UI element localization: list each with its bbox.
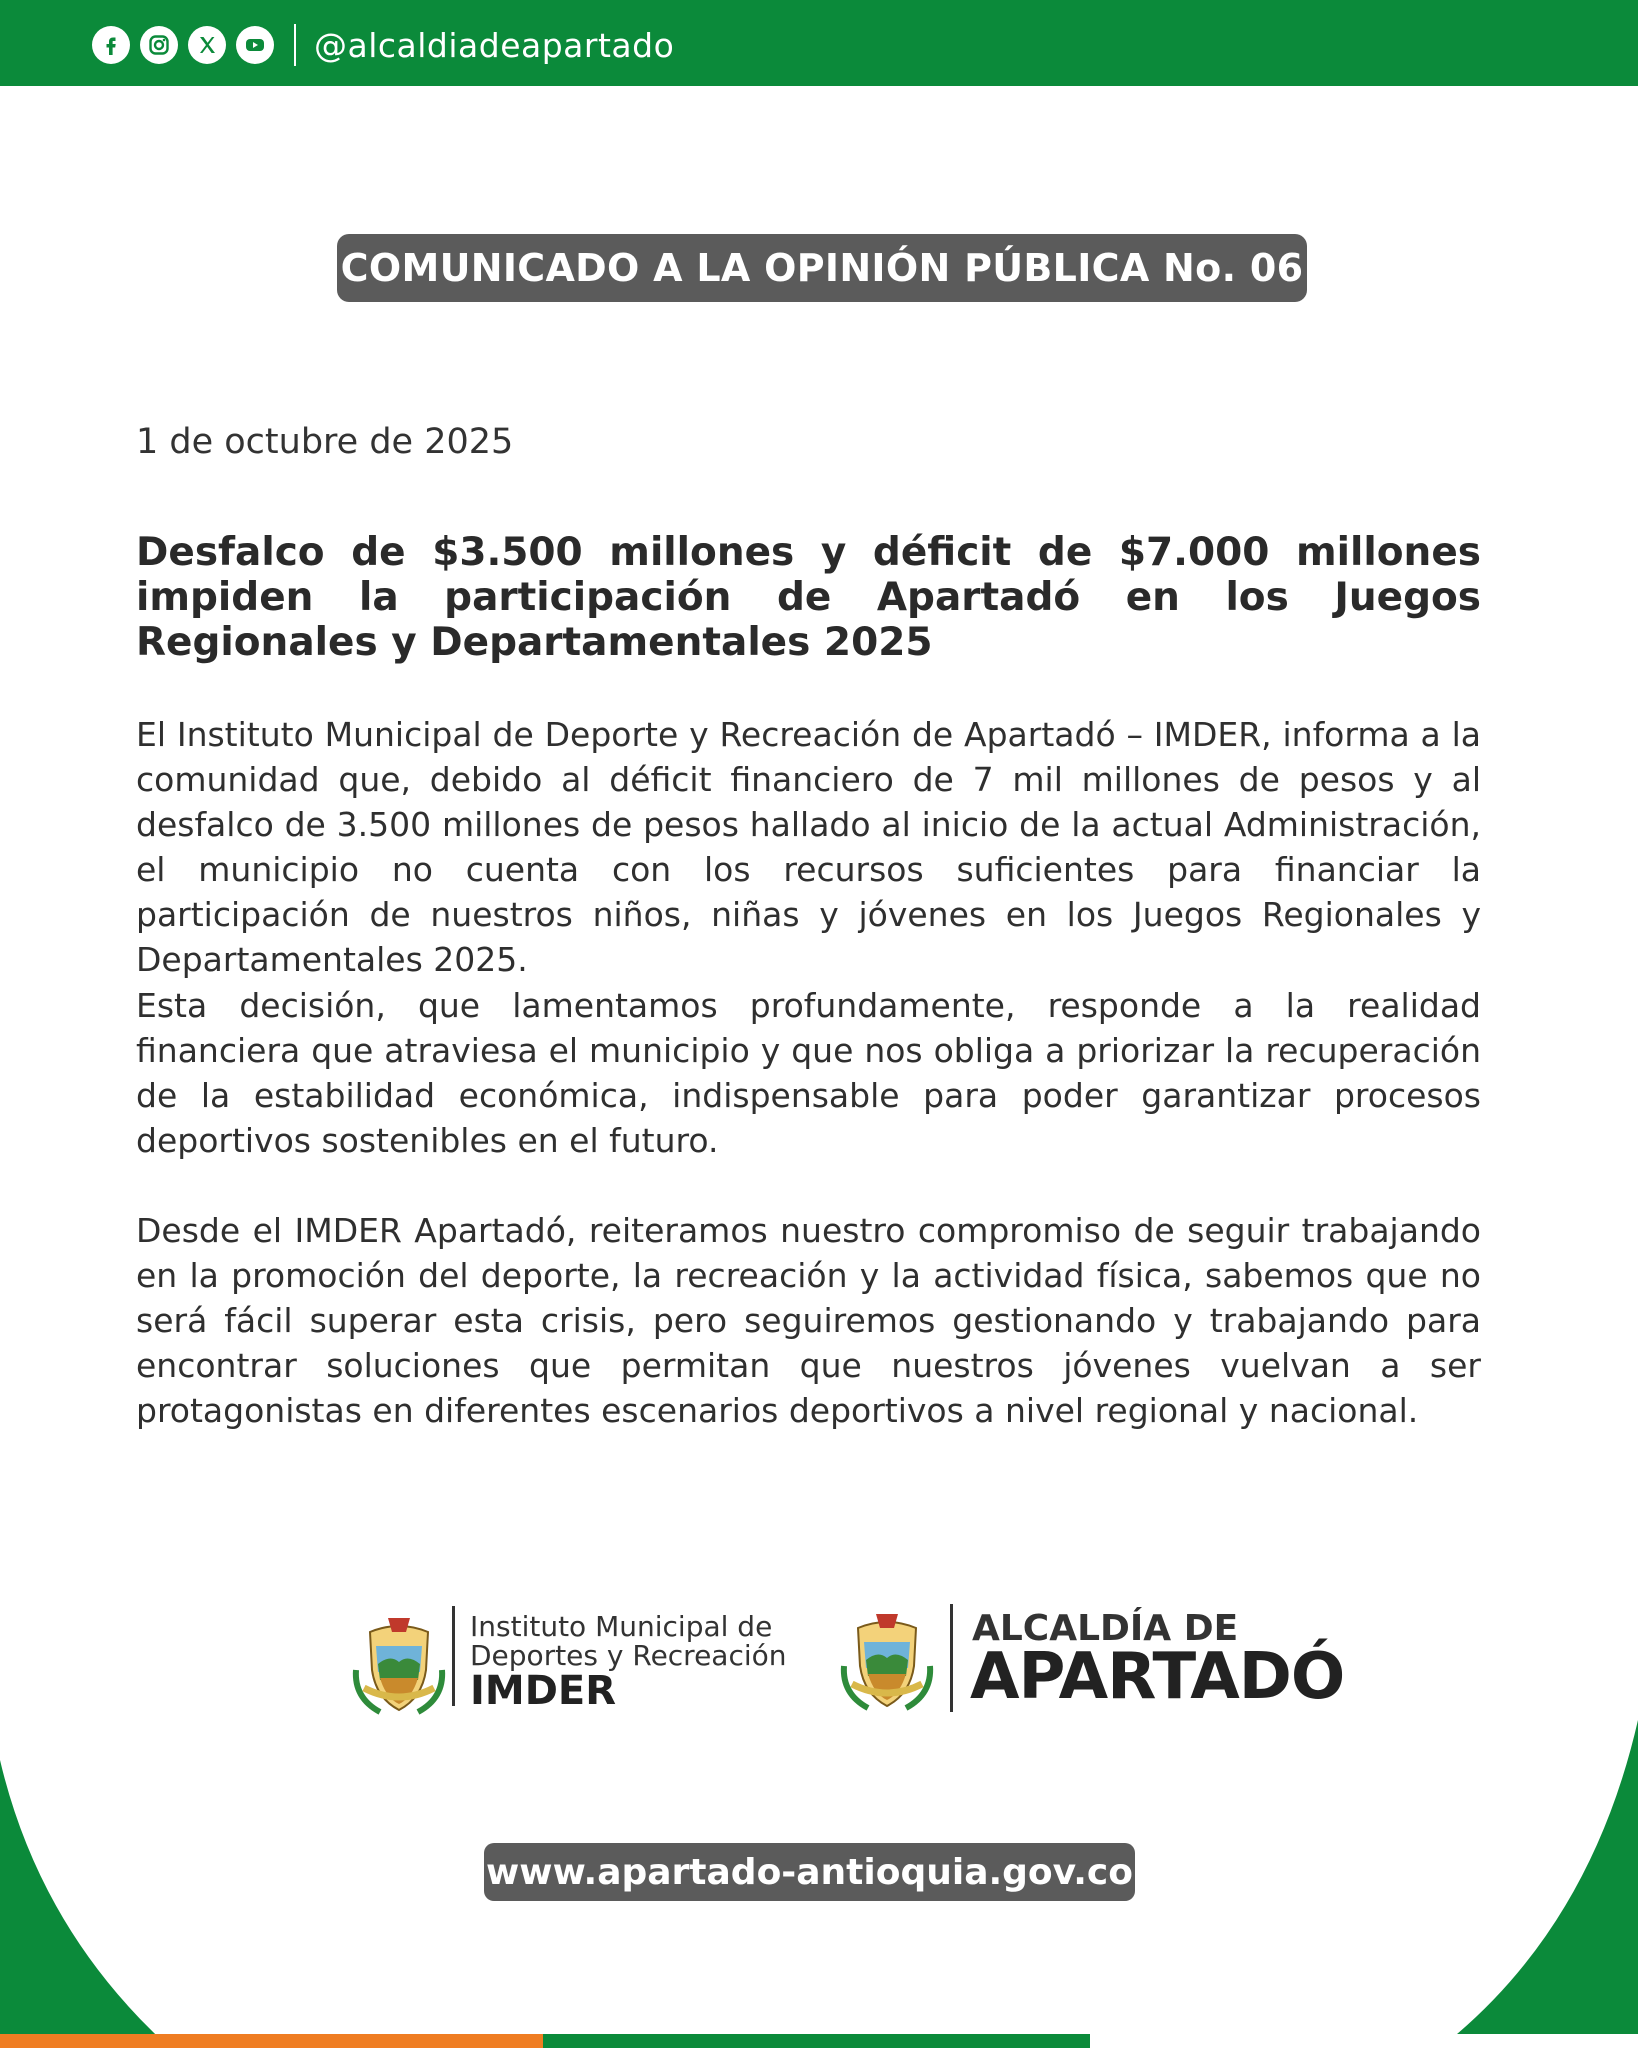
stripe-orange	[0, 2034, 543, 2048]
imder-line-1: Instituto Municipal de	[470, 1610, 773, 1643]
paragraph-1: El Instituto Municipal de Deporte y Recreación de Apartadó – IMDER, informa a la comunidad que, debido al déficit financiero de 7 mil millones de pesos y al desfalco de 3.500 millones de pesos hallado al inicio de la actual Administración, el municipio no cuenta con los recursos suficientes para financiar la participación de nuestros niños, niñas y jóvenes en los Juegos Regionales y Departamentales 2025.	[136, 715, 1481, 979]
alcaldia-divider	[950, 1604, 953, 1712]
imder-line-3: IMDER	[470, 1668, 617, 1714]
youtube-icon[interactable]	[236, 26, 274, 64]
top-bar	[0, 0, 1638, 86]
header-separator	[294, 24, 296, 66]
social-handle[interactable]: @alcaldiadeapartado	[314, 25, 675, 65]
alcaldia-line-1: ALCALDÍA DE	[972, 1608, 1239, 1649]
alcaldia-crest-icon	[838, 1606, 936, 1714]
communique-date: 1 de octubre de 2025	[136, 422, 514, 462]
imder-crest-icon	[350, 1610, 448, 1718]
paragraph-3: Desde el IMDER Apartadó, reiteramos nuestro compromiso de seguir trabajando en la promoción del deporte, la recreación y la actividad física, sabemos que no será fácil superar esta crisis, pero seguiremos gestionando y trabajando para encontrar soluciones que permitan que nuestros jóvenes vuelvan a ser protagonistas en diferentes escenarios deportivos a nivel regional y nacional.	[136, 1211, 1481, 1430]
alcaldia-line-2: APARTADÓ	[970, 1640, 1345, 1714]
facebook-icon[interactable]	[92, 26, 130, 64]
headline: Desfalco de $3.500 millones y déficit de $7.000 millones impiden la participación de Apartadó en los Juegos Regionales y Departamentales 2025	[136, 530, 1481, 665]
logos-row	[0, 1596, 1638, 1736]
instagram-icon[interactable]	[140, 26, 178, 64]
imder-divider	[452, 1606, 455, 1706]
bottom-stripe	[0, 2034, 1638, 2048]
social-links	[92, 24, 674, 66]
communique-badge: COMUNICADO A LA OPINIÓN PÚBLICA No. 06	[337, 234, 1307, 302]
imder-line-2: Deportes y Recreación	[470, 1639, 787, 1672]
x-icon[interactable]	[188, 26, 226, 64]
stripe-white	[1090, 2034, 1638, 2048]
paragraph-2: Esta decisión, que lamentamos profundamente, responde a la realidad financiera que atraviesa el municipio y que nos obliga a priorizar la recuperación de la estabilidad económica, indispensable para poder garantizar procesos deportivos sostenibles en el futuro.	[136, 986, 1481, 1160]
website-url[interactable]: www.apartado-antioquia.gov.co	[484, 1843, 1135, 1901]
stripe-green	[543, 2034, 1090, 2048]
